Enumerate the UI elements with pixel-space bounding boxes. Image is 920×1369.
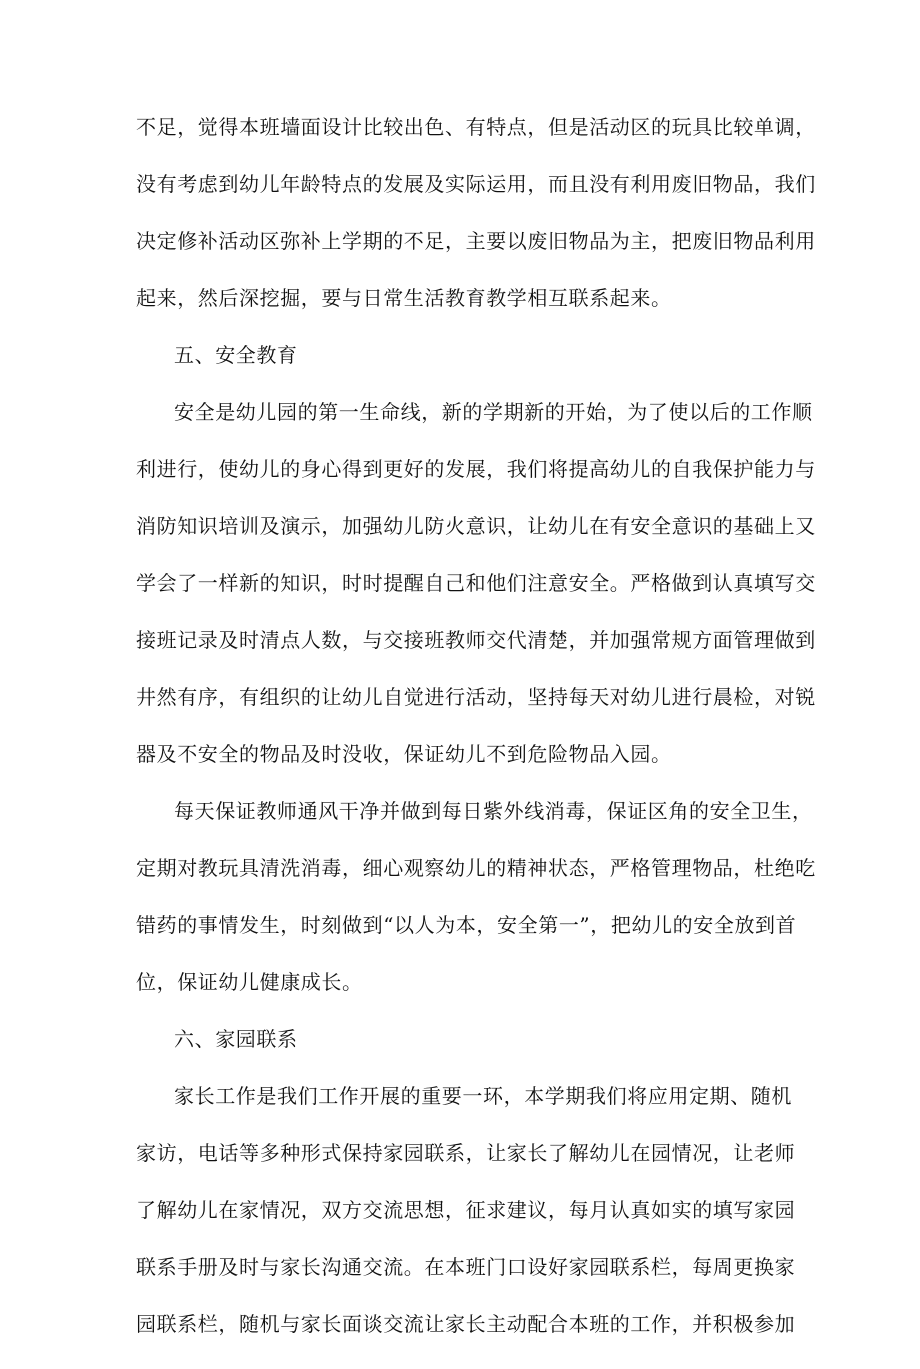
- paragraph-line: 了解幼儿在家情况，双方交流思想，征求建议，每月认真如实的填写家园: [136, 1198, 796, 1222]
- document-page: [136, 115, 816, 1369]
- paragraph-line: 不足，觉得本班墙面设计比较出色、有特点，但是活动区的玩具比较单调，: [136, 115, 816, 139]
- paragraph-line: 家长工作是我们工作开展的重要一环，本学期我们将应用定期、随机: [174, 1084, 792, 1108]
- paragraph-line: 位，保证幼儿健康成长。: [136, 970, 363, 994]
- paragraph-line: 利进行，使幼儿的身心得到更好的发展，我们将提高幼儿的自我保护能力与: [136, 457, 816, 481]
- paragraph-line: 定期对教玩具清洗消毒，细心观察幼儿的精神状态，严格管理物品，杜绝吃: [136, 856, 816, 880]
- paragraph-line: 家访，电话等多种形式保持家园联系，让家长了解幼儿在园情况，让老师: [136, 1141, 796, 1165]
- paragraph-line: 学会了一样新的知识，时时提醒自己和他们注意安全。严格做到认真填写交: [136, 571, 816, 595]
- paragraph-line: 井然有序，有组织的让幼儿自觉进行活动，坚持每天对幼儿进行晨检，对锐: [136, 685, 816, 709]
- section-heading: 五、安全教育: [174, 343, 298, 367]
- paragraph-line: 接班记录及时清点人数，与交接班教师交代清楚，并加强常规方面管理做到: [136, 628, 816, 652]
- paragraph-line: 没有考虑到幼儿年龄特点的发展及实际运用，而且没有利用废旧物品，我们: [136, 172, 816, 196]
- paragraph-line: 起来，然后深挖掘，要与日常生活教育教学相互联系起来。: [136, 286, 672, 310]
- paragraph-line: 联系手册及时与家长沟通交流。在本班门口设好家园联系栏，每周更换家: [136, 1255, 796, 1279]
- paragraph-line: 安全是幼儿园的第一生命线，新的学期新的开始，为了使以后的工作顺: [174, 400, 813, 424]
- paragraph-line: 器及不安全的物品及时没收，保证幼儿不到危险物品入园。: [136, 742, 672, 766]
- paragraph-line: 决定修补活动区弥补上学期的不足，主要以废旧物品为主，把废旧物品利用: [136, 229, 816, 253]
- paragraph-line: 消防知识培训及演示，加强幼儿防火意识，让幼儿在有安全意识的基础上又: [136, 514, 816, 538]
- section-heading: 六、家园联系: [174, 1027, 298, 1051]
- paragraph-line: 错药的事情发生，时刻做到“以人为本，安全第一”，把幼儿的安全放到首: [136, 913, 797, 937]
- paragraph-line: 园联系栏，随机与家长面谈交流让家长主动配合本班的工作，并积极参加: [136, 1312, 796, 1336]
- paragraph-line: 每天保证教师通风干净并做到每日紫外线消毒，保证区角的安全卫生，: [174, 799, 813, 823]
